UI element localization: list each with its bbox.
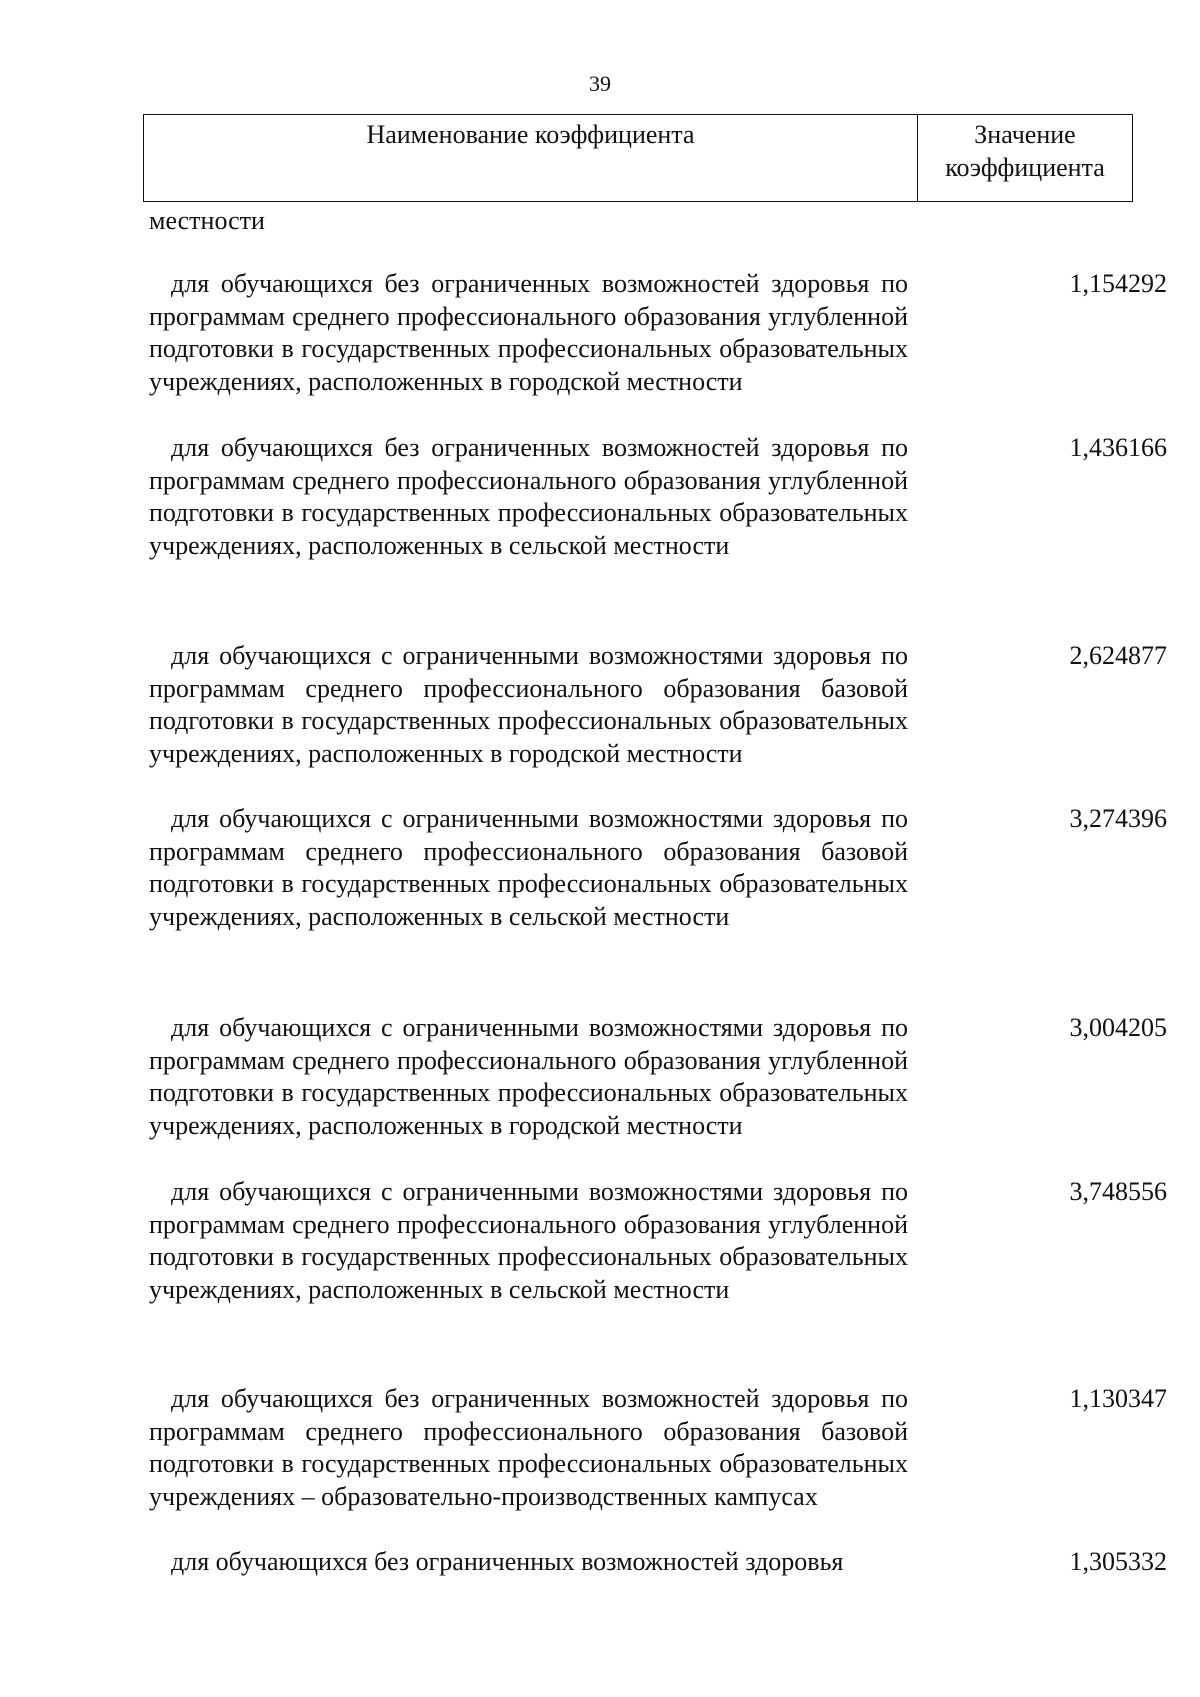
table-row xyxy=(149,1383,1167,1513)
table-row xyxy=(149,1012,1167,1142)
coefficient-description: для обучающихся без ограниченных возможностей здоровья по программам среднего профессионального образования углубленной подготовки в государственных профессиональных образовательных учреждениях, расположенных в сельской местности xyxy=(149,433,908,560)
coefficient-value: 3,748556 xyxy=(1069,1177,1167,1206)
coefficient-value: 3,004205 xyxy=(1069,1013,1167,1042)
table-row xyxy=(149,803,1167,933)
coefficient-value: 1,154292 xyxy=(1069,269,1167,298)
coefficient-description: для обучающихся с ограниченными возможностями здоровья по программам среднего профессионального образования базовой подготовки в государственных профессиональных образовательных учреждениях, расположенных в сельской местности xyxy=(149,804,908,931)
coefficient-description: для обучающихся с ограниченными возможностями здоровья по программам среднего профессионального образования углубленной подготовки в государственных профессиональных образовательных учреждениях, расположенных в городской местности xyxy=(149,1013,908,1140)
header-coefficient-value xyxy=(918,115,1132,201)
table-row xyxy=(149,432,1167,562)
coefficient-description: для обучающихся с ограниченными возможностями здоровья по программам среднего профессионального образования базовой подготовки в государственных профессиональных образовательных учреждениях, расположенных в городской местности xyxy=(149,641,908,768)
table-header xyxy=(143,114,1133,202)
coefficient-description: для обучающихся без ограниченных возможностей здоровья xyxy=(171,1547,844,1576)
table-row xyxy=(149,1546,1167,1579)
continuation-text: местности xyxy=(149,206,265,235)
page-number: 39 xyxy=(589,71,611,96)
table-row xyxy=(149,268,1167,398)
coefficient-value: 1,436166 xyxy=(1069,433,1167,462)
header-value-line1: Значение xyxy=(974,120,1076,149)
header-value-line2: коэффициента xyxy=(945,153,1105,182)
coefficient-description: для обучающихся без ограниченных возможностей здоровья по программам среднего профессионального образования углубленной подготовки в государственных профессиональных образовательных учреждениях, расположенных в городской местности xyxy=(149,269,908,396)
coefficient-value: 1,305332 xyxy=(1069,1547,1167,1576)
coefficient-value: 1,130347 xyxy=(1069,1384,1167,1413)
coefficient-description: для обучающихся без ограниченных возможностей здоровья по программам среднего профессионального образования базовой подготовки в государственных профессиональных образовательных учреждениях – образовательно-производственных кампусах xyxy=(149,1384,908,1511)
coefficient-value: 3,274396 xyxy=(1069,804,1167,833)
coefficient-value: 2,624877 xyxy=(1069,641,1167,670)
table-row xyxy=(149,1176,1167,1306)
table-row xyxy=(149,640,1167,770)
header-coefficient-name: Наименование коэффициента xyxy=(144,115,918,201)
coefficient-description: для обучающихся с ограниченными возможностями здоровья по программам среднего профессионального образования углубленной подготовки в государственных профессиональных образовательных учреждениях, расположенных в сельской местности xyxy=(149,1177,908,1304)
